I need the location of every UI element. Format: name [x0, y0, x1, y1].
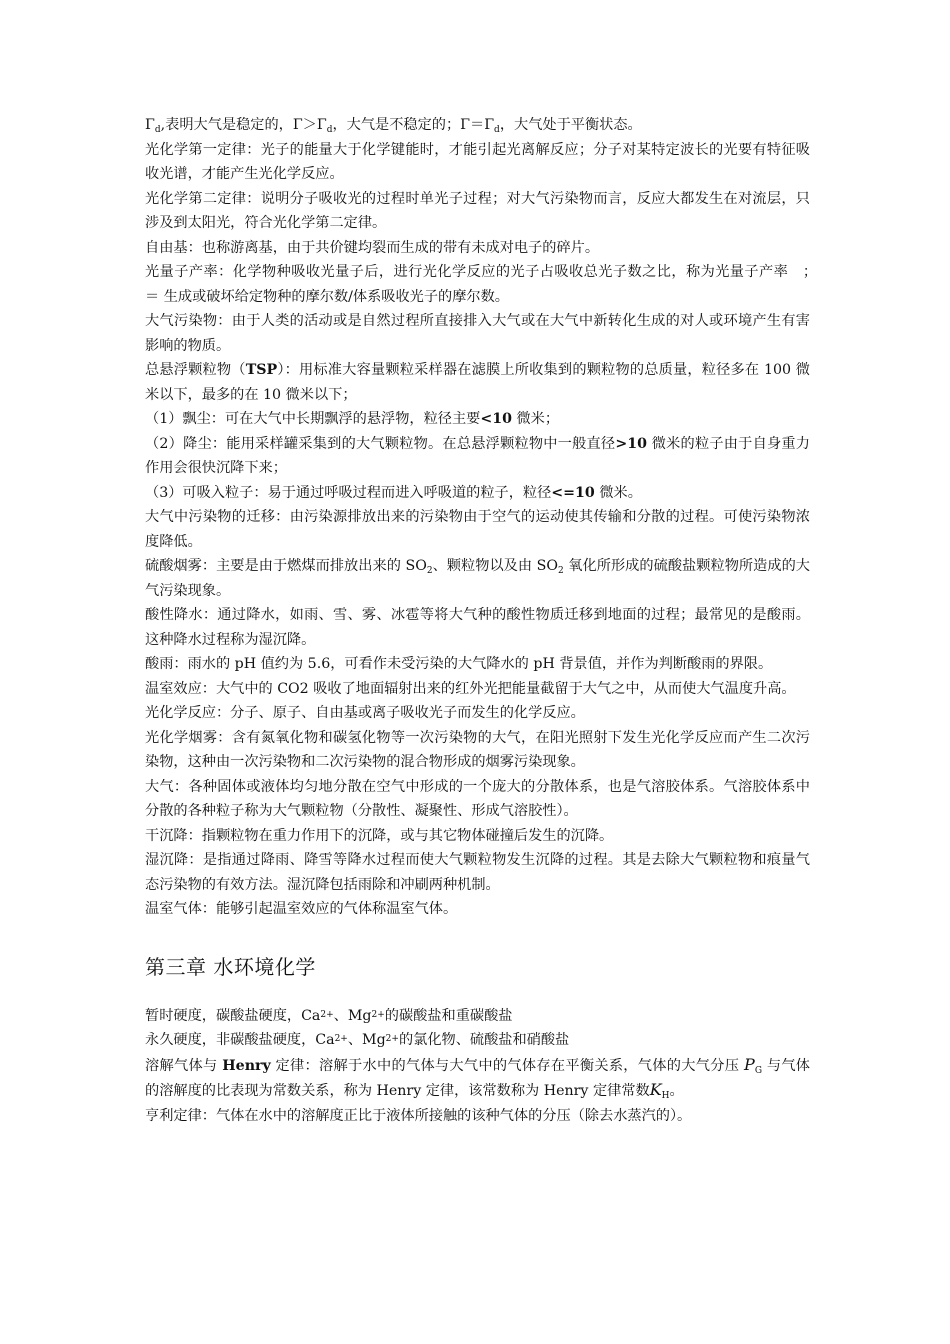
superscript: 2+	[320, 1009, 334, 1020]
text: 氧化所形成的硫酸盐颗粒物所造成的大气污染现象。	[145, 558, 810, 599]
subscript: G	[754, 1065, 763, 1076]
acid-rain: 酸雨：雨水的 pH 值约为 5.6，可看作未受污染的大气降水的 pH 背景值，并作为判断酸雨的界限。	[145, 656, 773, 672]
text: 溶解气体与	[145, 1057, 223, 1074]
text: ,表明大气是稳定的，Γ＞Γ	[160, 117, 327, 133]
text: 、颗粒物以及由 SO	[432, 558, 559, 574]
acid-deposition: 酸性降水：通过降水，如雨、雪、雾、冰雹等将大气种的酸性物质迁移到地面的过程；最常见的是酸雨。这种降水过程称为湿沉降。	[145, 607, 810, 648]
subscript: d	[494, 125, 500, 135]
text: Γ	[145, 117, 155, 133]
subscript: 2	[426, 566, 433, 576]
wet-deposition: 湿沉降：是指通过降雨、降雪等降水过程而使大气颗粒物发生沉降的过程。其是去除大气颗粒物和痕量气态污染物的有效方法。湿沉降包括雨除和冲刷两种机制。	[145, 852, 810, 893]
photochem-law-2: 光化学第二定律：说明分子吸收光的过程时单光子过程；对大气污染物而言，反应大都发生在对流层，只涉及到太阳光，符合光化学第二定律。	[145, 190, 810, 231]
photochemical-smog: 光化学烟雾：含有氮氧化物和碳氢化物等一次污染物的大气，在阳光照射下发生光化学反应而产生二次污染物，这种由一次污染物和二次污染物的混合物形成的烟雾污染现象。	[145, 729, 810, 770]
text: 的碳酸盐和重碳酸盐	[384, 1007, 513, 1024]
inhalable-particle	[145, 481, 810, 506]
greenhouse-effect: 温室效应：大气中的 CO2 吸收了地面辐射出来的红外光把能量截留于大气之中，从而使大气温度升高。	[145, 680, 796, 697]
bold-text: Henry	[222, 1057, 271, 1074]
italic-symbol: K	[649, 1080, 662, 1099]
pollutant-migration: 大气中污染物的迁移：由污染源排放出来的污染物由于空气的运动使其传输和分散的过程。可使污染物浓度降低。	[145, 509, 810, 550]
text: （1）飘尘：可在大气中长期飘浮的悬浮物，粒径主要	[145, 411, 481, 427]
text: 硫酸烟雾：主要是由于燃煤而排放出来的 SO	[145, 558, 427, 574]
italic-symbol: P	[744, 1054, 755, 1074]
free-radical: 自由基：也称游离基，由于共价键均裂而生成的带有未成对电子的碎片。	[145, 239, 600, 256]
text: ，大气是不稳定的；Γ＝Γ	[332, 117, 495, 133]
air-pollutant: 大气污染物：由于人类的活动或是自然过程所直接排入大气或在大气中新转化生成的对人或环境产生有害影响的物质。	[145, 313, 810, 354]
text: ）：用标准大容量颗粒采样器在滤膜上所收集到的颗粒物的总质量，粒径多在 100 微米以下，最多的在 10 微米以下；	[145, 362, 810, 403]
bold-text: <=10	[551, 484, 595, 501]
tsp-definition	[145, 358, 810, 407]
text: 与气体的溶解度的比表现为常数关系，称为 Henry 定律，该常数称为 Henry 定律常数	[145, 1057, 810, 1099]
text: 、Mg	[333, 1007, 372, 1024]
photochem-law-1: 光化学第一定律：光子的能量大于化学键能时，才能引起光离解反应；分子对某特定波长的光要有特征吸收光谱，才能产生光化学反应。	[145, 141, 810, 182]
permanent-hardness	[145, 1028, 810, 1053]
quantum-yield: 光量子产率：化学物种吸收光量子后，进行光化学反应的光子占吸收总光子数之比，称为光量子产率 ； ＝ 生成或破坏给定物种的摩尔数/体系吸收光子的摩尔数。	[145, 264, 825, 305]
greenhouse-gas: 温室气体：能够引起温室效应的气体称温室气体。	[145, 901, 458, 917]
text: 、Mg	[347, 1032, 386, 1048]
photochemical-reaction: 光化学反应：分子、原子、自由基或离子吸收光子而发生的化学反应。	[145, 705, 585, 721]
text: 的氯化物、硫酸盐和硝酸盐	[398, 1032, 570, 1048]
subscript: H	[661, 1091, 670, 1101]
henry-law: 亨利定律：气体在水中的溶解度正比于液体所接触的该种气体的分压（除去水蒸汽的）。	[145, 1107, 692, 1124]
superscript: 2+	[371, 1009, 385, 1020]
text: 定律：溶解于水中的气体与大气中的气体存在平衡关系，气体的大气分压	[270, 1057, 745, 1074]
subscript: d	[154, 125, 161, 135]
bold-text: <10	[480, 411, 512, 427]
temporary-hardness	[145, 1004, 810, 1029]
dust-fall	[145, 432, 810, 481]
floating-dust	[145, 407, 810, 432]
atmosphere: 大气：各种固体或液体均匀地分散在空气中形成的一个庞大的分散体系，也是气溶胶体系。气溶胶体系中分散的各种粒子称为大气颗粒物（分散性、凝聚性、形成气溶胶性）。	[145, 778, 810, 819]
text: 微米的粒子由于自身重力作用会很快沉降下来；	[145, 435, 810, 476]
text: ，大气处于平衡状态。	[499, 117, 642, 133]
lapse-rate-line	[145, 113, 810, 138]
bold-text: TSP	[245, 362, 278, 378]
chapter-title: 第三章 水环境化学	[145, 954, 316, 979]
sulfuric-smog	[145, 554, 810, 603]
text: 。	[669, 1083, 684, 1099]
document-page	[145, 113, 825, 1128]
text: 永久硬度，非碳酸盐硬度，Ca	[145, 1032, 335, 1048]
text: （3）可吸入粒子：易于通过呼吸过程而进入呼吸道的粒子，粒径	[145, 484, 552, 501]
subscript: 2	[558, 566, 564, 576]
text: 微米；	[511, 411, 560, 427]
subscript: d	[326, 125, 333, 135]
text: 暂时硬度，碳酸盐硬度，Ca	[145, 1007, 321, 1024]
superscript: 2+	[334, 1034, 348, 1044]
superscript: 2+	[385, 1034, 399, 1044]
text: 微米。	[594, 484, 642, 501]
text: 总悬浮颗粒物（	[145, 362, 246, 378]
dry-deposition: 干沉降：指颗粒物在重力作用下的沉降，或与其它物体碰撞后发生的沉降。	[145, 827, 614, 844]
bold-text: >10	[615, 435, 647, 452]
text: （2）降尘：能用采样罐采集到的大气颗粒物。在总悬浮颗粒物中一般直径	[145, 435, 616, 452]
henry-law-definition	[145, 1053, 810, 1104]
